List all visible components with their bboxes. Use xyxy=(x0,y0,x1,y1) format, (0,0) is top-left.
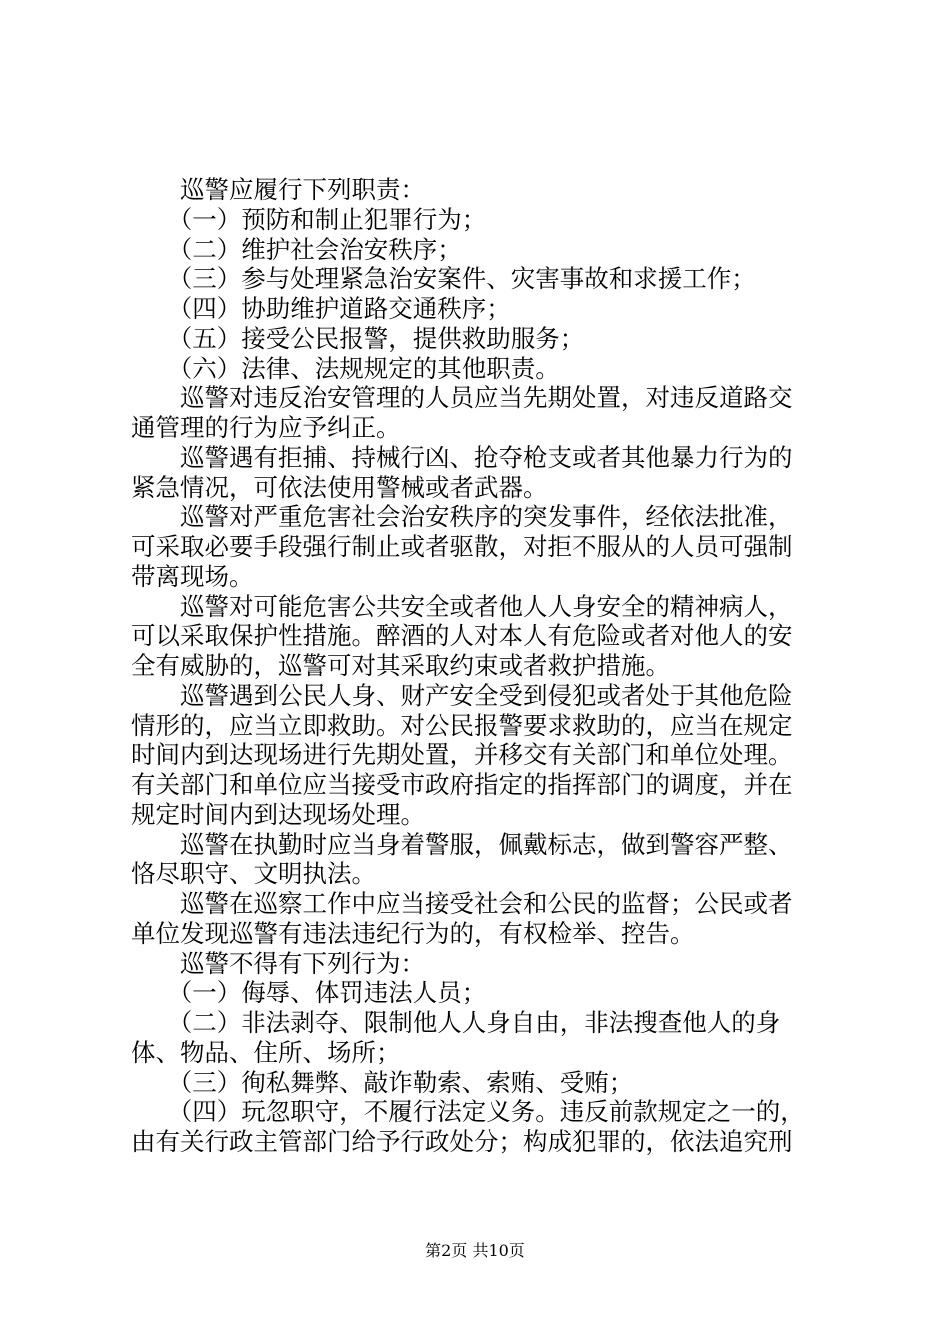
text-line: （六）法律、法规规定的其他职责。 xyxy=(131,353,560,383)
text-line: （一）预防和制止犯罪行为； xyxy=(131,204,487,234)
text-line: 巡警应履行下列职责： xyxy=(131,175,425,204)
text-line: （四）玩忽职守，不履行法定义务。违反前款规定之一的， xyxy=(131,1097,805,1127)
text-line: 单位发现巡警有违法违纪行为的，有权检举、控告。 xyxy=(131,918,695,948)
text-line: 通管理的行为应予纠正。 xyxy=(131,413,401,442)
text-line: 全有威胁的，巡警可对其采取约束或者救护措施。 xyxy=(131,651,670,680)
text-line: 巡警对严重危害社会治安秩序的突发事件，经依法批准， xyxy=(131,502,793,532)
text-line: 巡警遇有拒捕、持械行凶、抢夺枪支或者其他暴力行为的 xyxy=(131,442,793,472)
text-line: 巡警对违反治安管理的人员应当先期处置，对违反道路交 xyxy=(131,383,793,413)
text-line: 有关部门和单位应当接受市政府指定的指挥部门的调度，并在 xyxy=(131,770,793,799)
text-line: （五）接受公民报警，提供救助服务； xyxy=(131,323,585,353)
text-line: （三）参与处理紧急治安案件、灾害事故和求援工作； xyxy=(131,264,756,294)
text-line: 时间内到达现场进行先期处置，并移交有关部门和单位处理。 xyxy=(131,740,793,770)
text-line: 恪尽职守、文明执法。 xyxy=(131,859,376,889)
text-line: 由有关行政主管部门给予行政处分；构成犯罪的，依法追究刑 xyxy=(131,1127,793,1156)
text-line: 巡警对可能危害公共安全或者他人人身安全的精神病人， xyxy=(131,591,793,621)
text-line: 可以采取保护性措施。醉酒的人对本人有危险或者对他人的安 xyxy=(131,621,793,651)
text-line: （四）协助维护道路交通秩序； xyxy=(131,294,511,323)
text-line: 巡警遇到公民人身、财产安全受到侵犯或者处于其他危险 xyxy=(131,680,793,710)
text-line: 巡警在执勤时应当身着警服，佩戴标志，做到警容严整、 xyxy=(131,829,793,859)
text-line: 巡警不得有下列行为： xyxy=(131,948,425,978)
text-line: （三）徇私舞弊、敲诈勒索、索贿、受贿； xyxy=(131,1067,634,1097)
text-line: 体、物品、住所、场所； xyxy=(131,1037,401,1067)
text-line: （二）非法剥夺、限制他人人身自由，非法搜查他人的身 xyxy=(131,1008,781,1037)
text-line: 规定时间内到达现场处理。 xyxy=(131,799,425,829)
text-line: （二）维护社会治安秩序； xyxy=(131,234,462,264)
text-line: 巡警在巡察工作中应当接受社会和公民的监督；公民或者 xyxy=(131,889,793,918)
text-line: 情形的，应当立即救助。对公民报警要求救助的，应当在规定 xyxy=(131,710,793,740)
text-line: 可采取必要手段强行制止或者驱散，对拒不服从的人员可强制 xyxy=(131,532,793,561)
text-line: 带离现场。 xyxy=(131,561,254,591)
page-footer: 第2页 共10页 xyxy=(425,1241,525,1260)
text-line: 紧急情况，可依法使用警械或者武器。 xyxy=(131,472,548,502)
text-line: （一）侮辱、体罚违法人员； xyxy=(131,978,487,1008)
